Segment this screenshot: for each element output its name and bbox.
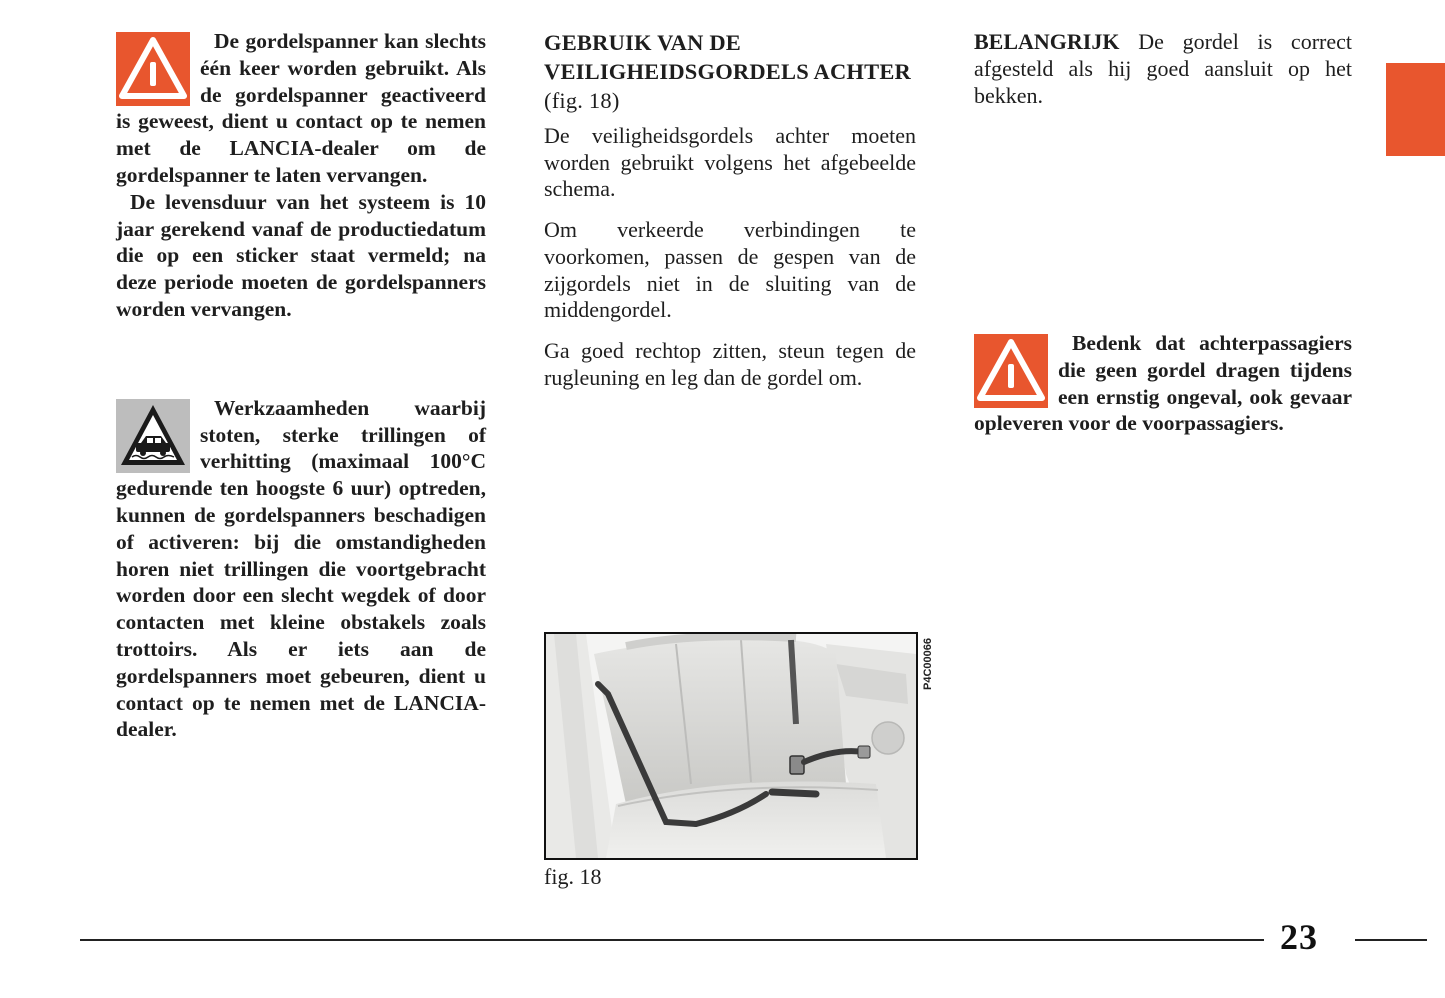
warning-block-vibrations bbox=[116, 395, 486, 743]
warning-triangle-icon bbox=[116, 32, 190, 106]
rear-seat-belts-figure bbox=[544, 632, 918, 860]
warning-block-unbelted-passengers bbox=[974, 330, 1352, 437]
column-middle bbox=[544, 28, 916, 405]
pretensioner-lifetime-text: De levensduur van het systeem is 10 jaar gerekend vanaf de productiedatum die op een sticker staat vermeld; na deze periode moeten de gordelspanners worden vervangen. bbox=[116, 189, 486, 321]
rough-road-car-icon bbox=[116, 399, 190, 473]
important-label: BELANGRIJK bbox=[974, 29, 1120, 54]
chapter-tab bbox=[1386, 63, 1445, 156]
section-heading bbox=[544, 28, 916, 115]
important-text: De gordel is correct afgesteld als hij goed aansluit op het bekken. bbox=[974, 29, 1352, 108]
warning-triangle-icon bbox=[974, 334, 1048, 408]
figure-code bbox=[916, 632, 936, 692]
section-heading-text: GEBRUIK VAN DE VEILIGHEIDSGORDELS ACHTER bbox=[544, 30, 911, 84]
important-note bbox=[974, 28, 1352, 109]
column-left bbox=[116, 28, 486, 743]
page-number: 23 bbox=[1280, 917, 1318, 957]
rear-belts-usage-text: De veiligheidsgordels achter moeten worden gebruikt volgens het afgebeelde schema. bbox=[544, 123, 916, 202]
sitting-position-text: Ga goed rechtop zitten, steun tegen de rugleuning en leg dan de gordel om. bbox=[544, 337, 916, 390]
unbelted-passengers-text: Bedenk dat achterpassagiers die geen gordel dragen tijdens een ernstig ongeval, ook gevaar opleveren voor de voorpassagiers. bbox=[974, 331, 1352, 436]
warning-block-pretensioner bbox=[116, 28, 486, 323]
footer-rule-left bbox=[80, 939, 1264, 941]
column-right bbox=[974, 28, 1352, 109]
figure-caption: fig. 18 bbox=[544, 864, 602, 889]
buckle-compatibility-text: Om verkeerde verbindingen te voorkomen, passen de gespen van de zijgordels niet in de sluiting van de middengordel. bbox=[544, 217, 916, 323]
pretensioner-single-use-text: De gordelspanner kan slechts één keer worden gebruikt. Als de gordelspanner geactiveerd is geweest, dient u contact op te nemen met de LANCIA-dealer om de gordelspanner te laten vervangen. bbox=[116, 29, 486, 187]
vibrations-warning-text: Werkzaamheden waarbij stoten, sterke trillingen of verhitting (maximaal 100°C gedurende ten hoogste 6 uur) optreden, kunnen de gordelspanners beschadigen of activeren: bij die omstandigheden horen niet trillingen die voortgebracht worden door een slecht wegdek of door contacten met kleine obstakels zoals trottoirs. Als er iets aan de gordelspanners moet gebeuren, dient u contact op te nemen met de LANCIA-dealer. bbox=[116, 395, 486, 742]
footer-rule-right bbox=[1355, 939, 1427, 941]
figure-code-text: P4C00066 bbox=[922, 638, 934, 690]
section-heading-figref: (fig. 18) bbox=[544, 88, 620, 113]
rear-seat-illustration bbox=[546, 634, 916, 858]
